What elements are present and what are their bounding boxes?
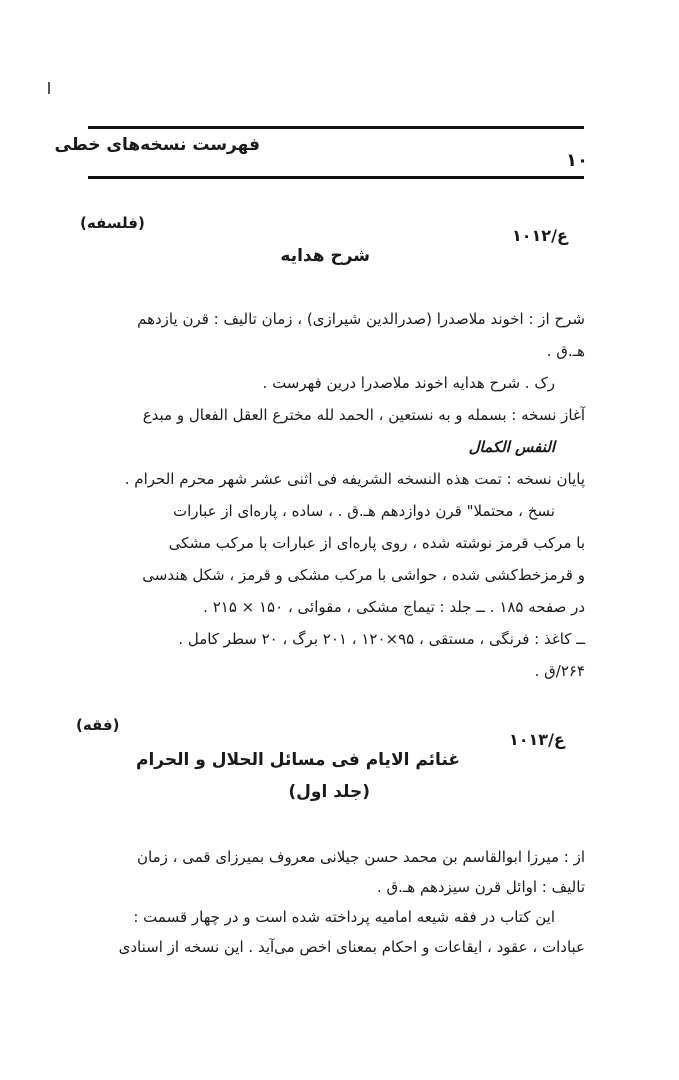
entry2-subtitle: (جلد اول) [288,782,370,802]
entry2-line-4: عبادات ، عقود ، ایقاعات و احکام بمعنای اخص می‌آید . این نسخه از اسنادی [118,938,585,956]
entry1-line-9: و قرمزخط‌کشی شده ، حواشی با مرکب مشکی و قرمز ، شکل هندسی [142,566,585,584]
entry1-line-8: با مرکب قرمز نوشته شده ، روی پاره‌ای از عبارات با مرکب مشکی [168,534,585,552]
entry1-line-1: شرح از : اخوند ملاصدرا (صدرالدین شیرازی) ، زمان تالیف : قرن یازدهم [137,310,585,328]
entry1-line-12: ۲۶۴/ق . [534,662,585,680]
entry1-line-11: ــ کاغذ : فرنگی ، مستقی ، ۹۵×۱۲۰ ، ۲۰۱ برگ ، ۲۰ سطر کامل . [178,630,585,648]
entry1-line-6: پایان نسخه : تمت هذه النسخه الشریفه فی اثنی عشر شهر محرم الحرام . [124,470,585,488]
entry1-line-2: هـ.ق . [546,342,585,360]
entry2-title: غنائم الایام فی مسائل الحلال و الحرام [136,750,460,770]
entry2-line-2: تالیف : اوائل قرن سیزدهم هـ.ق . [376,878,585,896]
header-bottom-rule [88,176,584,179]
entry1-shelfmark: ۱۰۱۲/ع [512,226,568,245]
running-header-title: فهرست نسخه‌های خطی [54,135,260,155]
entry1-line-4: آغاز نسخه : بسمله و به نستعین ، الحمد لله مخترع العقل الفعال و مبدع [142,406,585,424]
entry1-title: شرح هدایه [280,246,370,266]
entry1-line-10: در صفحه ۱۸۵ . ــ جلد : تیماج مشکی ، مقوائی ، ۱۵۰ × ۲۱۵ . [203,598,585,616]
entry2-shelfmark: ۱۰۱۳/ع [509,730,565,749]
entry1-subject: (فلسفه) [80,214,145,232]
entry2-line-3: این کتاب در فقه شیعه امامیه پرداخته شده است و در چهار قسمت : [133,908,555,926]
scan-mark [48,82,50,94]
entry1-line-5: النفس الکمال [468,438,555,456]
entry1-line-7: نسخ ، محتملا" قرن دوازدهم هـ.ق . ، ساده ، پاره‌ای از عبارات [172,502,555,520]
entry2-line-1: از : میرزا ابوالقاسم بن محمد حسن جیلانی معروف بمیرزای قمی ، زمان [136,848,585,866]
entry1-line-3: رک . شرح هدایه اخوند ملاصدرا درین فهرست . [262,374,555,392]
page-number: ۱۰ [566,150,588,171]
entry2-subject: (فقه) [76,716,120,734]
header-top-rule [88,126,584,129]
